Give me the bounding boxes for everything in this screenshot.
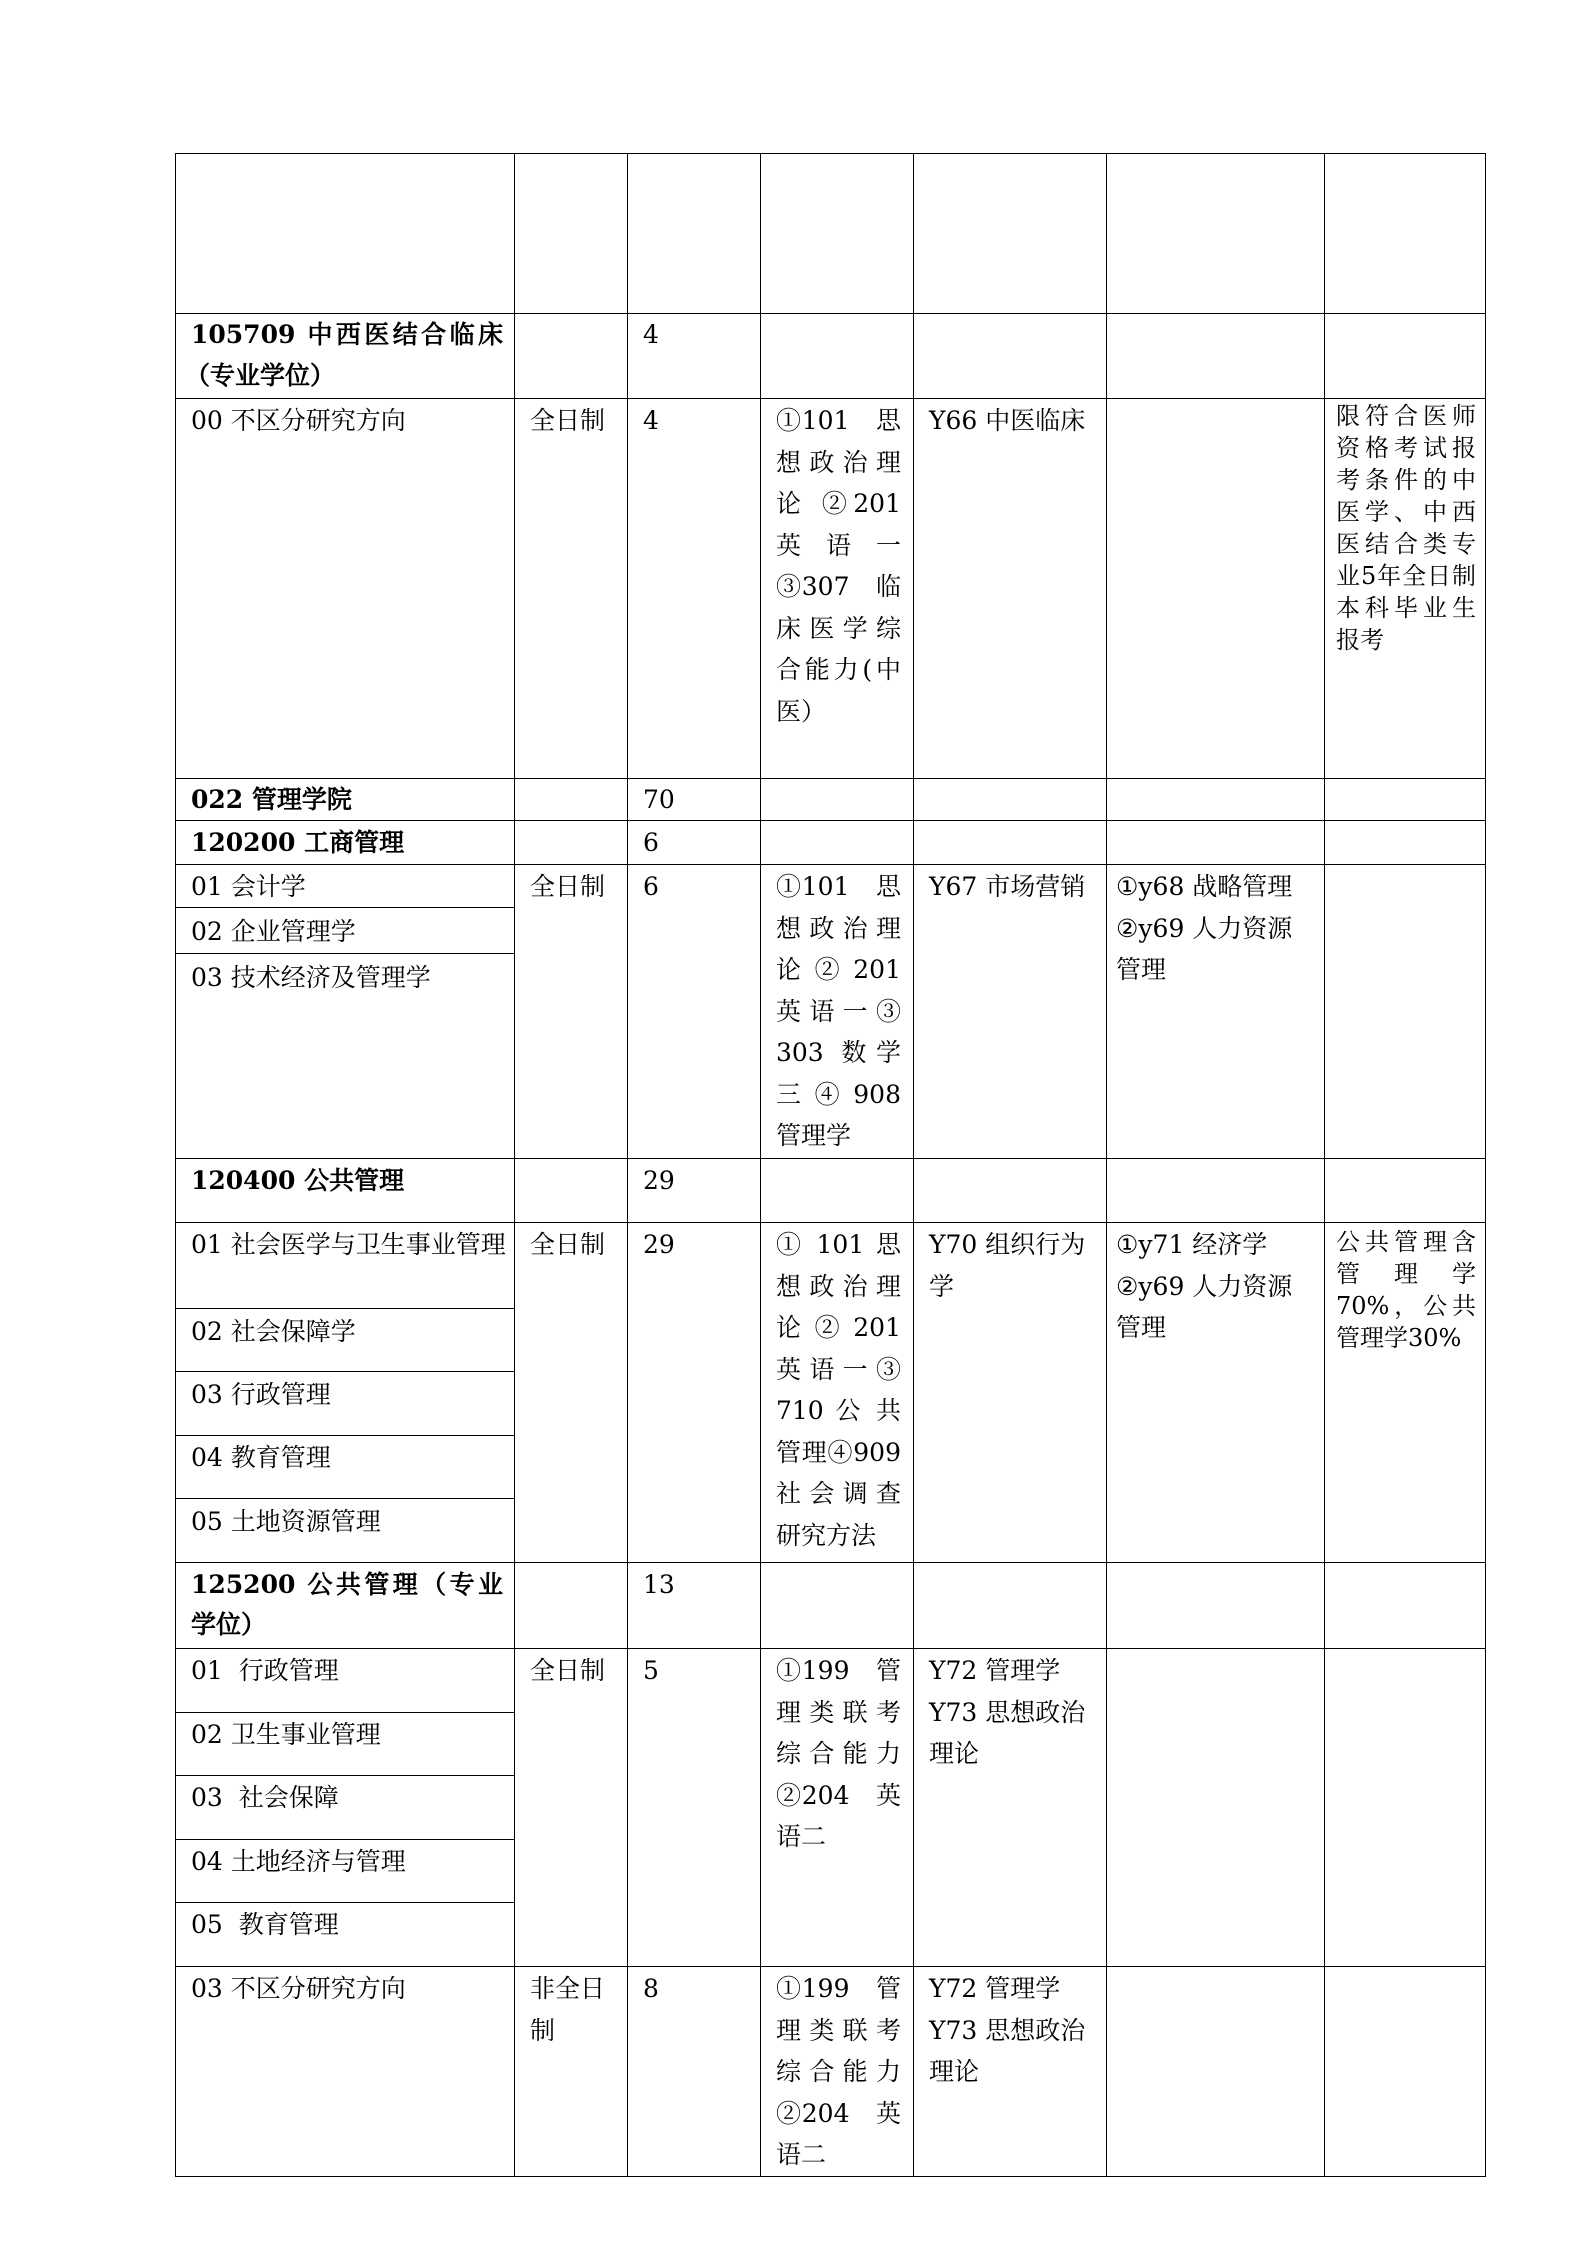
exam-line: 综合能力 [776,2057,901,2086]
quota-cell [627,1648,760,1966]
addon-line: 管理 [1116,1313,1167,1342]
exam-line: 想政治理 [776,447,901,477]
exam-line: 综合能力 [776,1739,901,1768]
addon-cell [1106,1648,1324,1966]
exam-subjects [776,1224,901,1556]
direction-text: 02 卫生事业管理 [191,1720,381,1749]
retest-subjects [929,1650,1099,1775]
exam-line: 床医学综 [776,613,901,643]
retest-subjects [929,1968,1099,2093]
retest-cell [913,313,1106,398]
note-cell [1324,1648,1485,1966]
note-cell [1324,820,1485,864]
direction-quota: 29 [643,1230,675,1259]
blank-cell [913,153,1106,313]
retest-cell [913,1562,1106,1648]
major-quota: 13 [643,1570,675,1599]
exam-line: 710 公 共 [776,1396,901,1425]
direction-text: 04 教育管理 [191,1443,331,1472]
remark-text: 限符合医师资格考试报考条件的中医学、中西医结合类专业5年全日制本科毕业生报考 [1336,402,1476,654]
exam-line: 想政治理 [776,1271,901,1301]
exam-line: ① 101 思 [776,1230,901,1259]
exam-line: ②204 英 [776,2098,901,2128]
study-mode-line: 制 [530,2015,556,2045]
mode-cell [514,313,627,398]
retest-line: Y72 管理学 [929,1974,1061,2003]
mode-cell [514,1222,627,1562]
study-mode [530,1968,620,2051]
direction-text: 03 不区分研究方向 [191,1974,406,2003]
exam-line: 合能力(中 [776,655,901,684]
mode-cell [514,1158,627,1222]
note-cell [1324,1158,1485,1222]
retest-subject: Y67 市场营销 [929,872,1086,901]
retest-cell [913,398,1106,778]
retest-line: Y70 组织行为 [929,1230,1086,1259]
exam-line: 303 数学 [776,1038,901,1067]
exam-line: 研究方法 [776,1520,877,1550]
addon-cell [1106,313,1324,398]
direction-text: 01 社会医学与卫生事业管理 [191,1230,506,1259]
exam-subjects [776,866,901,1157]
note-cell [1324,778,1485,820]
major-name: 120400 公共管理 [191,1166,405,1195]
retest-cell [913,778,1106,820]
retest-line: Y73 思想政治 [929,2015,1086,2045]
college-quota: 70 [643,785,675,814]
exam-cell [760,1158,913,1222]
major-name-line1: 125200 公共管理（专业 [191,1570,503,1599]
mode-cell [514,1562,627,1648]
addon-line: ①y68 战略管理 [1116,872,1293,901]
retest-cell [913,864,1106,1158]
direction-text: 04 土地经济与管理 [191,1847,406,1876]
exam-cell [760,820,913,864]
addon-line: ②y69 人力资源 [1116,913,1293,943]
major-quota: 4 [643,320,659,349]
mode-cell [514,398,627,778]
retest-line: 理论 [929,1739,980,1768]
direction-text: 01 会计学 [191,872,306,901]
major-quota: 29 [643,1166,675,1195]
blank-cell [514,153,627,313]
mode-cell [514,778,627,820]
exam-cell [760,778,913,820]
retest-cell [913,820,1106,864]
addon-line: ①y71 经济学 [1116,1230,1268,1259]
addon-cell [1106,1562,1324,1648]
exam-line: 英语一③ [776,996,901,1026]
blank-cell [175,153,514,313]
exam-line: ②204 英 [776,1780,901,1810]
exam-line: 医） [776,696,827,726]
direction-text: 03 社会保障 [191,1783,339,1812]
mode-cell [514,864,627,1158]
exam-line: ①199 管 [776,1974,901,2003]
remark-text: 公共管理含管理学70%，公共管理学30% [1336,1228,1476,1352]
mode-cell [514,1648,627,1966]
retest-line: 学 [929,1271,955,1301]
addon-subjects [1116,1224,1316,1349]
retest-subject: Y66 中医临床 [929,406,1086,435]
exam-line: 英 语 一 [776,530,901,560]
exam-line: 论 ② 201 [776,955,901,984]
quota-cell [627,1222,760,1562]
exam-line: 三 ④ 908 [776,1079,901,1109]
note-cell [1324,1966,1485,2176]
college-name: 022 管理学院 [191,785,352,814]
direction-text: 03 技术经济及管理学 [191,963,431,992]
addon-cell [1106,1966,1324,2176]
exam-cell [760,313,913,398]
direction-text: 02 企业管理学 [191,917,356,946]
quota-cell [627,864,760,1158]
exam-line: 管理学 [776,1121,852,1150]
direction-text: 05 教育管理 [191,1910,339,1939]
blank-cell [1106,153,1324,313]
major-name-line1: 105709 中西医结合临床 [191,320,503,349]
major-name: 120200 工商管理 [191,828,405,857]
blank-cell [627,153,760,313]
addon-cell [1106,820,1324,864]
exam-line: ①101 思 [776,406,901,435]
exam-line: 英语一③ [776,1354,901,1384]
exam-line: ③307 临 [776,572,901,601]
direction-quota: 6 [643,872,659,901]
exam-subjects [776,1968,901,2176]
study-mode: 全日制 [530,872,606,901]
exam-line: 语二 [776,2140,827,2169]
direction-cell [175,398,514,778]
note-cell [1324,864,1485,1158]
exam-line: 论 ② 201 [776,1313,901,1342]
direction-text: 01 行政管理 [191,1656,339,1685]
addon-subjects [1116,866,1316,991]
exam-subjects [776,400,901,732]
major-quota: 6 [643,828,659,857]
exam-line: 想政治理 [776,913,901,943]
direction-text: 05 土地资源管理 [191,1507,381,1536]
exam-line: 语二 [776,1822,827,1851]
addon-line: ②y69 人力资源 [1116,1271,1293,1301]
study-mode: 全日制 [530,406,606,435]
exam-line: 管理④909 [776,1437,901,1467]
note-cell [1324,1562,1485,1648]
exam-line: 理类联考 [776,1697,901,1727]
retest-line: Y72 管理学 [929,1656,1061,1685]
exam-line: 理类联考 [776,2015,901,2045]
direction-text: 02 社会保障学 [191,1317,356,1346]
retest-subjects [929,1224,1099,1307]
exam-line: 论 ②201 [776,489,901,518]
blank-cell [760,153,913,313]
major-name-line2: 学位） [191,1610,267,1639]
exam-line: ①199 管 [776,1656,901,1685]
direction-quota: 4 [643,406,659,435]
study-mode: 全日制 [530,1230,606,1259]
exam-subjects [776,1650,901,1858]
direction-quota: 5 [643,1656,659,1685]
retest-line: 理论 [929,2057,980,2086]
mode-cell [514,820,627,864]
addon-cell [1106,778,1324,820]
quota-cell [627,398,760,778]
direction-quota: 8 [643,1974,659,2003]
retest-line: Y73 思想政治 [929,1697,1086,1727]
direction-text: 00 不区分研究方向 [191,406,406,435]
addon-cell [1106,1158,1324,1222]
direction-text: 03 行政管理 [191,1380,331,1409]
retest-cell [913,1158,1106,1222]
blank-cell [1324,153,1485,313]
study-mode: 全日制 [530,1656,606,1685]
major-name-line2: （专业学位） [185,361,336,390]
note-cell [1324,313,1485,398]
exam-line: ①101 思 [776,872,901,901]
exam-cell [760,1562,913,1648]
addon-cell [1106,398,1324,778]
study-mode-line: 非全日 [530,1974,606,2003]
exam-line: 社会调查 [776,1479,901,1508]
addon-line: 管理 [1116,955,1167,984]
